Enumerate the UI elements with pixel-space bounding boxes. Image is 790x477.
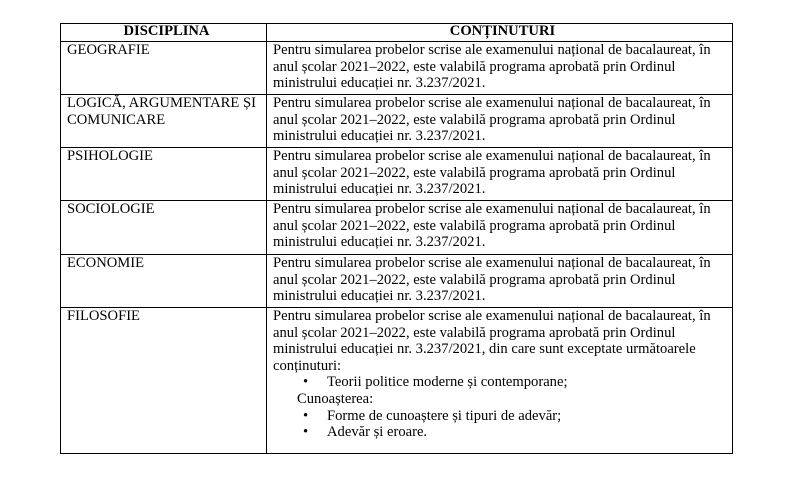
table-row bbox=[61, 308, 733, 454]
bullet-icon: • bbox=[303, 374, 309, 391]
list-item bbox=[273, 408, 732, 425]
list-item bbox=[273, 374, 732, 391]
table-row bbox=[61, 148, 733, 201]
discipline-content: Pentru simularea probelor scrise ale examenului național de bacalaureat, în anul școlar 2021–2022, este valabilă programa aprobată prin Ordinul ministrului educației nr. 3.237/2021. bbox=[267, 148, 733, 201]
table-row bbox=[61, 95, 733, 148]
table-row bbox=[61, 42, 733, 95]
list-item-text: Teorii politice moderne și contemporane; bbox=[327, 374, 568, 391]
subheading: Cunoașterea: bbox=[297, 390, 374, 407]
header-continuturi: CONȚINUTURI bbox=[267, 24, 733, 42]
discipline-content: Pentru simularea probelor scrise ale examenului național de bacalaureat, în anul școlar 2021–2022, este valabilă programa aprobată prin Ordinul ministrului educației nr. 3.237/2021. bbox=[267, 95, 733, 148]
discipline-name: GEOGRAFIE bbox=[61, 42, 267, 95]
bullet-icon: • bbox=[303, 424, 309, 441]
table-row bbox=[61, 255, 733, 308]
discipline-name: ECONOMIE bbox=[61, 255, 267, 308]
discipline-name: PSIHOLOGIE bbox=[61, 148, 267, 201]
discipline-content bbox=[267, 308, 733, 454]
header-disciplina: DISCIPLINA bbox=[61, 24, 267, 42]
discipline-content: Pentru simularea probelor scrise ale examenului național de bacalaureat, în anul școlar 2021–2022, este valabilă programa aprobată prin Ordinul ministrului educației nr. 3.237/2021. bbox=[267, 42, 733, 95]
bullet-icon: • bbox=[303, 407, 309, 424]
list-item bbox=[273, 424, 732, 441]
list-item-text: Forme de cunoaștere și tipuri de adevăr; bbox=[327, 407, 562, 424]
discipline-name: FILOSOFIE bbox=[61, 308, 267, 454]
exception-list bbox=[273, 374, 732, 391]
list-item-text: Adevăr și eroare. bbox=[327, 424, 428, 441]
discipline-name: SOCIOLOGIE bbox=[61, 201, 267, 255]
exception-list bbox=[273, 408, 732, 441]
content-paragraph: Pentru simularea probelor scrise ale examenului național de bacalaureat, în anul școlar 2021–2022, este valabilă programa aprobată prin Ordinul ministrului educației nr. 3.237/2021, din care sunt exceptate următoarele conținuturi: bbox=[273, 308, 711, 374]
discipline-content: Pentru simularea probelor scrise ale examenului național de bacalaureat, în anul școlar 2021–2022, este valabilă programa aprobată prin Ordinul ministrului educației nr. 3.237/2021. bbox=[267, 255, 733, 308]
curriculum-table bbox=[60, 23, 733, 454]
discipline-content: Pentru simularea probelor scrise ale examenului național de bacalaureat, în anul școlar 2021–2022, este valabilă programa aprobată prin Ordinul ministrului educației nr. 3.237/2021. bbox=[267, 201, 733, 255]
table-row bbox=[61, 201, 733, 255]
table-header-row bbox=[61, 24, 733, 42]
discipline-name: LOGICĂ, ARGUMENTARE ȘI COMUNICARE bbox=[61, 95, 267, 148]
